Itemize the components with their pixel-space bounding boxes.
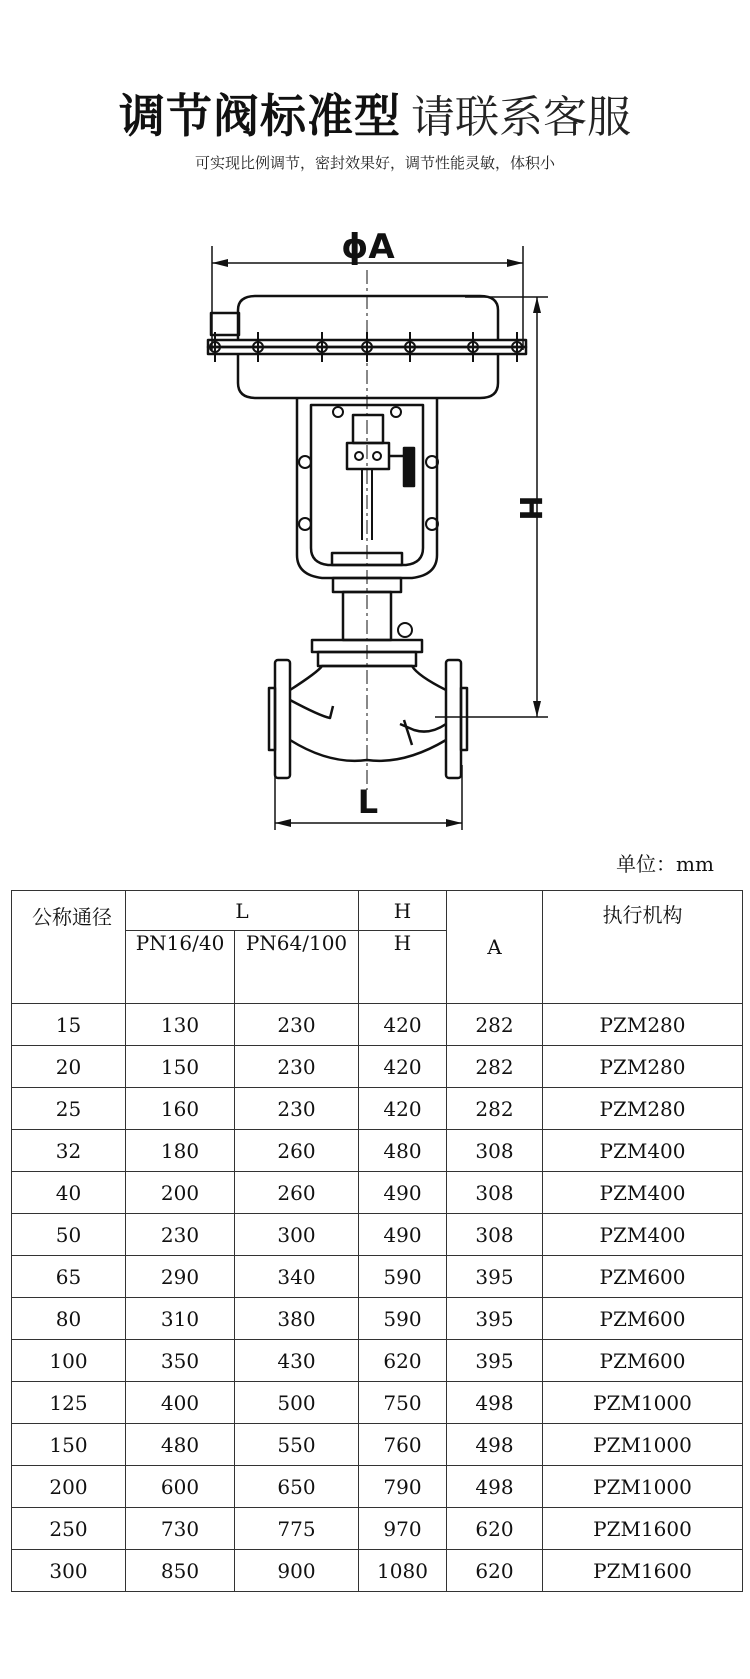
cell-a: 620: [447, 1550, 543, 1592]
cell-actuator: PZM1000: [543, 1424, 743, 1466]
cell-h: 970: [359, 1508, 447, 1550]
table-row: [12, 1088, 743, 1130]
cell-l-pn16-40: 850: [126, 1550, 235, 1592]
cell-l-pn16-40: 480: [126, 1424, 235, 1466]
cell-l-pn64-100: 650: [235, 1466, 359, 1508]
cell-nominal-diameter: 125: [12, 1382, 126, 1424]
cell-a: 308: [447, 1172, 543, 1214]
cell-h: 420: [359, 1046, 447, 1088]
phi-a-label: ϕA: [341, 227, 395, 267]
cell-l-pn64-100: 230: [235, 1046, 359, 1088]
cell-l-pn16-40: 600: [126, 1466, 235, 1508]
cell-a: 498: [447, 1382, 543, 1424]
table-row: [12, 1424, 743, 1466]
cell-l-pn16-40: 350: [126, 1340, 235, 1382]
cell-l-pn64-100: 260: [235, 1172, 359, 1214]
table-row: [12, 1172, 743, 1214]
cell-l-pn64-100: 300: [235, 1214, 359, 1256]
cell-nominal-diameter: 200: [12, 1466, 126, 1508]
cell-l-pn16-40: 130: [126, 1004, 235, 1046]
cell-actuator: PZM1000: [543, 1466, 743, 1508]
table-row: [12, 1004, 743, 1046]
cell-h: 620: [359, 1340, 447, 1382]
table-row: [12, 1382, 743, 1424]
spec-table: [11, 890, 743, 1592]
cell-l-pn16-40: 160: [126, 1088, 235, 1130]
table-row: [12, 1340, 743, 1382]
cell-l-pn64-100: 550: [235, 1424, 359, 1466]
cell-l-pn64-100: 900: [235, 1550, 359, 1592]
table-row: [12, 1256, 743, 1298]
table-row: [12, 1550, 743, 1592]
cell-a: 498: [447, 1424, 543, 1466]
header-l-pn64-100: PN64/100: [235, 931, 359, 1004]
cell-nominal-diameter: 300: [12, 1550, 126, 1592]
cell-l-pn64-100: 230: [235, 1004, 359, 1046]
header-actuator: 执行机构: [543, 891, 743, 1004]
cell-nominal-diameter: 50: [12, 1214, 126, 1256]
cell-l-pn64-100: 260: [235, 1130, 359, 1172]
cell-actuator: PZM1000: [543, 1382, 743, 1424]
cell-a: 282: [447, 1004, 543, 1046]
cell-nominal-diameter: 65: [12, 1256, 126, 1298]
cell-l-pn16-40: 290: [126, 1256, 235, 1298]
cell-a: 308: [447, 1130, 543, 1172]
title-main: 调节阀标准型: [119, 89, 401, 143]
cell-a: 395: [447, 1298, 543, 1340]
table-row: [12, 1298, 743, 1340]
header-nominal-diameter: 公称通径: [12, 891, 126, 1004]
header-l: L: [126, 891, 359, 931]
cell-l-pn16-40: 230: [126, 1214, 235, 1256]
table-row: [12, 1130, 743, 1172]
cell-actuator: PZM280: [543, 1046, 743, 1088]
cell-nominal-diameter: 80: [12, 1298, 126, 1340]
cell-actuator: PZM1600: [543, 1550, 743, 1592]
cell-l-pn16-40: 150: [126, 1046, 235, 1088]
cell-nominal-diameter: 20: [12, 1046, 126, 1088]
cell-actuator: PZM280: [543, 1088, 743, 1130]
cell-actuator: PZM1600: [543, 1508, 743, 1550]
cell-l-pn64-100: 230: [235, 1088, 359, 1130]
cell-h: 750: [359, 1382, 447, 1424]
cell-l-pn64-100: 775: [235, 1508, 359, 1550]
cell-h: 420: [359, 1004, 447, 1046]
cell-h: 760: [359, 1424, 447, 1466]
l-label: L: [357, 783, 379, 821]
cell-l-pn64-100: 340: [235, 1256, 359, 1298]
table-row: [12, 1214, 743, 1256]
cell-actuator: PZM400: [543, 1130, 743, 1172]
header-a: A: [447, 891, 543, 1004]
table-row: [12, 1466, 743, 1508]
table-row: [12, 1508, 743, 1550]
cell-h: 490: [359, 1172, 447, 1214]
title-contact: 请联系客服: [411, 92, 631, 143]
cell-actuator: PZM400: [543, 1172, 743, 1214]
cell-a: 395: [447, 1340, 543, 1382]
cell-nominal-diameter: 250: [12, 1508, 126, 1550]
page-title: [0, 80, 750, 146]
header-h: H: [359, 891, 447, 931]
cell-h: 790: [359, 1466, 447, 1508]
cell-l-pn16-40: 200: [126, 1172, 235, 1214]
cell-l-pn16-40: 730: [126, 1508, 235, 1550]
cell-l-pn16-40: 400: [126, 1382, 235, 1424]
cell-actuator: PZM600: [543, 1340, 743, 1382]
cell-h: 480: [359, 1130, 447, 1172]
subtitle: 可实现比例调节，密封效果好，调节性能灵敏，体积小: [194, 154, 555, 172]
cell-a: 498: [447, 1466, 543, 1508]
cell-l-pn64-100: 380: [235, 1298, 359, 1340]
unit-label: 单位：mm: [616, 852, 714, 876]
cell-nominal-diameter: 100: [12, 1340, 126, 1382]
cell-h: 490: [359, 1214, 447, 1256]
cell-a: 282: [447, 1088, 543, 1130]
cell-nominal-diameter: 40: [12, 1172, 126, 1214]
table-row: [12, 1046, 743, 1088]
cell-h: 590: [359, 1298, 447, 1340]
cell-nominal-diameter: 150: [12, 1424, 126, 1466]
cell-a: 395: [447, 1256, 543, 1298]
cell-actuator: PZM280: [543, 1004, 743, 1046]
cell-h: 420: [359, 1088, 447, 1130]
spec-table-body: [12, 1004, 743, 1592]
header-h-sub: H: [359, 931, 447, 1004]
cell-a: 620: [447, 1508, 543, 1550]
cell-l-pn16-40: 180: [126, 1130, 235, 1172]
cell-nominal-diameter: 25: [12, 1088, 126, 1130]
cell-a: 308: [447, 1214, 543, 1256]
cell-a: 282: [447, 1046, 543, 1088]
h-label: H: [512, 495, 547, 521]
cell-l-pn16-40: 310: [126, 1298, 235, 1340]
cell-actuator: PZM400: [543, 1214, 743, 1256]
header-l-pn16-40: PN16/40: [126, 931, 235, 1004]
cell-nominal-diameter: 15: [12, 1004, 126, 1046]
cell-actuator: PZM600: [543, 1298, 743, 1340]
cell-h: 590: [359, 1256, 447, 1298]
cell-actuator: PZM600: [543, 1256, 743, 1298]
cell-h: 1080: [359, 1550, 447, 1592]
cell-nominal-diameter: 32: [12, 1130, 126, 1172]
cell-l-pn64-100: 430: [235, 1340, 359, 1382]
valve-diagram: [0, 205, 750, 845]
cell-l-pn64-100: 500: [235, 1382, 359, 1424]
